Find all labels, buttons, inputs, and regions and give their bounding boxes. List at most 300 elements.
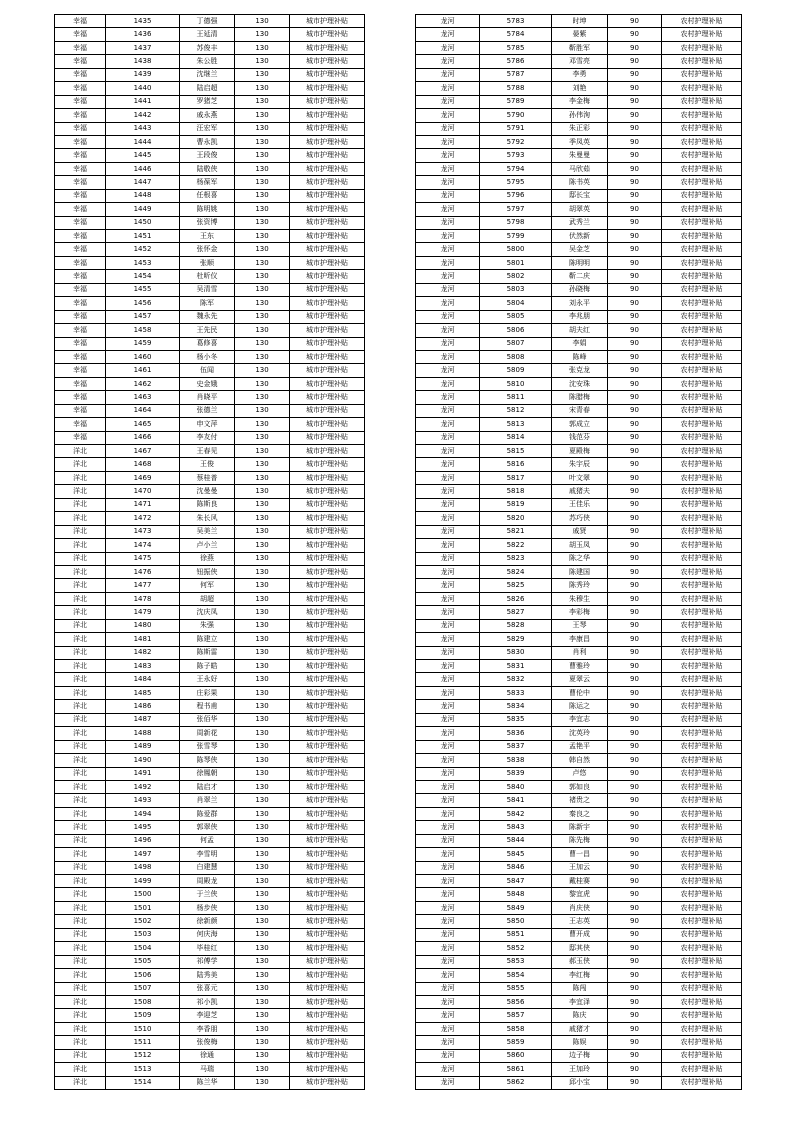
- village-cell: 洋北: [55, 1036, 106, 1049]
- table-row: [55, 955, 365, 968]
- village-cell: 龙河: [416, 283, 480, 296]
- village-cell: 龙河: [416, 485, 480, 498]
- serial-number-cell: 1512: [106, 1049, 180, 1062]
- table-row: [55, 297, 365, 310]
- subsidy-type-cell: 农村护理补贴: [662, 713, 742, 726]
- name-cell: 时坤: [552, 15, 608, 28]
- name-cell: 杨小冬: [180, 350, 235, 363]
- name-cell: 钮振侠: [180, 565, 235, 578]
- amount-cell: 90: [608, 525, 662, 538]
- subsidy-type-cell: 农村护理补贴: [662, 431, 742, 444]
- amount-cell: 130: [235, 633, 290, 646]
- serial-number-cell: 1499: [106, 875, 180, 888]
- village-cell: 龙河: [416, 969, 480, 982]
- subsidy-type-cell: 农村护理补贴: [662, 861, 742, 874]
- amount-cell: 90: [608, 364, 662, 377]
- table-row: [55, 928, 365, 941]
- name-cell: 陈腊梅: [552, 391, 608, 404]
- table-row: [416, 901, 742, 914]
- amount-cell: 90: [608, 350, 662, 363]
- table-row: [416, 821, 742, 834]
- amount-cell: 90: [608, 283, 662, 296]
- subsidy-type-cell: 农村护理补贴: [662, 377, 742, 390]
- right-table-body: [416, 15, 742, 1090]
- name-cell: 杜昕仪: [180, 270, 235, 283]
- subsidy-type-cell: 农村护理补贴: [662, 673, 742, 686]
- amount-cell: 90: [608, 861, 662, 874]
- name-cell: 苏俊丰: [180, 41, 235, 54]
- subsidy-type-cell: 农村护理补贴: [662, 230, 742, 243]
- subsidy-type-cell: 城市护理补贴: [290, 297, 365, 310]
- subsidy-type-cell: 农村护理补贴: [662, 55, 742, 68]
- village-cell: 洋北: [55, 606, 106, 619]
- amount-cell: 130: [235, 350, 290, 363]
- village-cell: 龙河: [416, 807, 480, 820]
- amount-cell: 130: [235, 579, 290, 592]
- subsidy-type-cell: 农村护理补贴: [662, 579, 742, 592]
- village-cell: 幸福: [55, 95, 106, 108]
- village-cell: 龙河: [416, 727, 480, 740]
- serial-number-cell: 5799: [480, 230, 552, 243]
- table-row: [55, 310, 365, 323]
- name-cell: 韩自然: [552, 754, 608, 767]
- subsidy-type-cell: 城市护理补贴: [290, 431, 365, 444]
- amount-cell: 130: [235, 297, 290, 310]
- subsidy-type-cell: 城市护理补贴: [290, 243, 365, 256]
- serial-number-cell: 5810: [480, 377, 552, 390]
- name-cell: 罗猪芝: [180, 95, 235, 108]
- amount-cell: 130: [235, 445, 290, 458]
- table-row: [55, 216, 365, 229]
- table-row: [55, 391, 365, 404]
- table-row: [55, 377, 365, 390]
- table-row: [416, 149, 742, 162]
- village-cell: 龙河: [416, 606, 480, 619]
- name-cell: 陈子皓: [180, 660, 235, 673]
- amount-cell: 130: [235, 713, 290, 726]
- village-cell: 幸福: [55, 162, 106, 175]
- table-row: [55, 162, 365, 175]
- name-cell: 宋青春: [552, 404, 608, 417]
- subsidy-type-cell: 农村护理补贴: [662, 807, 742, 820]
- amount-cell: 130: [235, 861, 290, 874]
- amount-cell: 90: [608, 28, 662, 41]
- subsidy-type-cell: 农村护理补贴: [662, 794, 742, 807]
- amount-cell: 90: [608, 848, 662, 861]
- amount-cell: 90: [608, 606, 662, 619]
- village-cell: 龙河: [416, 875, 480, 888]
- table-row: [416, 834, 742, 847]
- serial-number-cell: 1470: [106, 485, 180, 498]
- subsidy-type-cell: 农村护理补贴: [662, 350, 742, 363]
- name-cell: 陈庆: [552, 1009, 608, 1022]
- serial-number-cell: 1459: [106, 337, 180, 350]
- table-row: [55, 1022, 365, 1035]
- serial-number-cell: 5853: [480, 955, 552, 968]
- village-cell: 幸福: [55, 431, 106, 444]
- amount-cell: 90: [608, 834, 662, 847]
- serial-number-cell: 1455: [106, 283, 180, 296]
- serial-number-cell: 5802: [480, 270, 552, 283]
- name-cell: 胡夫红: [552, 324, 608, 337]
- village-cell: 幸福: [55, 377, 106, 390]
- village-cell: 龙河: [416, 431, 480, 444]
- village-cell: 龙河: [416, 579, 480, 592]
- village-cell: 幸福: [55, 310, 106, 323]
- village-cell: 龙河: [416, 55, 480, 68]
- serial-number-cell: 5845: [480, 848, 552, 861]
- name-cell: 张克龙: [552, 364, 608, 377]
- table-row: [55, 498, 365, 511]
- serial-number-cell: 1484: [106, 673, 180, 686]
- subsidy-type-cell: 农村护理补贴: [662, 270, 742, 283]
- table-row: [416, 458, 742, 471]
- table-row: [416, 230, 742, 243]
- name-cell: 陈运之: [552, 700, 608, 713]
- subsidy-type-cell: 城市护理补贴: [290, 995, 365, 1008]
- serial-number-cell: 5789: [480, 95, 552, 108]
- name-cell: 白建慧: [180, 861, 235, 874]
- village-cell: 龙河: [416, 565, 480, 578]
- serial-number-cell: 5824: [480, 565, 552, 578]
- village-cell: 幸福: [55, 283, 106, 296]
- amount-cell: 130: [235, 162, 290, 175]
- name-cell: 褚贵之: [552, 794, 608, 807]
- village-cell: 龙河: [416, 391, 480, 404]
- table-row: [55, 203, 365, 216]
- table-row: [416, 203, 742, 216]
- table-row: [416, 135, 742, 148]
- name-cell: 苏巧侠: [552, 512, 608, 525]
- subsidy-type-cell: 农村护理补贴: [662, 821, 742, 834]
- village-cell: 龙河: [416, 149, 480, 162]
- table-row: [416, 337, 742, 350]
- subsidy-type-cell: 城市护理补贴: [290, 525, 365, 538]
- serial-number-cell: 5792: [480, 135, 552, 148]
- name-cell: 陈新宇: [552, 821, 608, 834]
- subsidy-type-cell: 城市护理补贴: [290, 310, 365, 323]
- serial-number-cell: 1501: [106, 901, 180, 914]
- amount-cell: 90: [608, 928, 662, 941]
- table-row: [416, 888, 742, 901]
- amount-cell: 130: [235, 525, 290, 538]
- amount-cell: 90: [608, 646, 662, 659]
- subsidy-type-cell: 城市护理补贴: [290, 95, 365, 108]
- village-cell: 幸福: [55, 350, 106, 363]
- serial-number-cell: 5807: [480, 337, 552, 350]
- table-row: [416, 1009, 742, 1022]
- name-cell: 吴金芝: [552, 243, 608, 256]
- serial-number-cell: 5837: [480, 740, 552, 753]
- serial-number-cell: 5800: [480, 243, 552, 256]
- name-cell: 何孟: [180, 834, 235, 847]
- amount-cell: 90: [608, 807, 662, 820]
- subsidy-type-cell: 农村护理补贴: [662, 780, 742, 793]
- serial-number-cell: 5835: [480, 713, 552, 726]
- table-row: [416, 243, 742, 256]
- serial-number-cell: 1492: [106, 780, 180, 793]
- serial-number-cell: 1439: [106, 68, 180, 81]
- amount-cell: 130: [235, 606, 290, 619]
- subsidy-type-cell: 城市护理补贴: [290, 216, 365, 229]
- serial-number-cell: 1500: [106, 888, 180, 901]
- table-row: [416, 418, 742, 431]
- subsidy-type-cell: 农村护理补贴: [662, 1009, 742, 1022]
- table-row: [416, 95, 742, 108]
- serial-number-cell: 1436: [106, 28, 180, 41]
- village-cell: 洋北: [55, 485, 106, 498]
- serial-number-cell: 5841: [480, 794, 552, 807]
- village-cell: 洋北: [55, 1076, 106, 1089]
- village-cell: 龙河: [416, 324, 480, 337]
- subsidy-type-cell: 农村护理补贴: [662, 189, 742, 202]
- amount-cell: 90: [608, 619, 662, 632]
- subsidy-type-cell: 城市护理补贴: [290, 324, 365, 337]
- subsidy-type-cell: 城市护理补贴: [290, 1063, 365, 1076]
- serial-number-cell: 1503: [106, 928, 180, 941]
- village-cell: 龙河: [416, 512, 480, 525]
- name-cell: 黎宜虎: [552, 888, 608, 901]
- amount-cell: 130: [235, 552, 290, 565]
- amount-cell: 130: [235, 1036, 290, 1049]
- table-row: [55, 942, 365, 955]
- name-cell: 陈斯雷: [180, 646, 235, 659]
- serial-number-cell: 5811: [480, 391, 552, 404]
- village-cell: 洋北: [55, 955, 106, 968]
- name-cell: 李宜泽: [552, 995, 608, 1008]
- amount-cell: 90: [608, 310, 662, 323]
- amount-cell: 130: [235, 1022, 290, 1035]
- table-row: [55, 713, 365, 726]
- table-row: [416, 404, 742, 417]
- serial-number-cell: 1495: [106, 821, 180, 834]
- serial-number-cell: 5823: [480, 552, 552, 565]
- serial-number-cell: 5838: [480, 754, 552, 767]
- table-row: [416, 767, 742, 780]
- table-row: [416, 928, 742, 941]
- serial-number-cell: 5791: [480, 122, 552, 135]
- subsidy-type-cell: 城市护理补贴: [290, 122, 365, 135]
- subsidy-type-cell: 城市护理补贴: [290, 485, 365, 498]
- village-cell: 龙河: [416, 700, 480, 713]
- subsidy-type-cell: 城市护理补贴: [290, 888, 365, 901]
- table-row: [416, 969, 742, 982]
- amount-cell: 130: [235, 1076, 290, 1089]
- subsidy-type-cell: 城市护理补贴: [290, 189, 365, 202]
- village-cell: 洋北: [55, 686, 106, 699]
- name-cell: 曹伦中: [552, 686, 608, 699]
- amount-cell: 90: [608, 1076, 662, 1089]
- table-row: [55, 82, 365, 95]
- serial-number-cell: 5795: [480, 176, 552, 189]
- table-row: [55, 982, 365, 995]
- village-cell: 洋北: [55, 740, 106, 753]
- subsidy-type-cell: 城市护理补贴: [290, 539, 365, 552]
- name-cell: 李友付: [180, 431, 235, 444]
- village-cell: 幸福: [55, 176, 106, 189]
- table-row: [416, 794, 742, 807]
- table-row: [55, 700, 365, 713]
- serial-number-cell: 1453: [106, 256, 180, 269]
- table-row: [416, 539, 742, 552]
- serial-number-cell: 5814: [480, 431, 552, 444]
- serial-number-cell: 1472: [106, 512, 180, 525]
- amount-cell: 90: [608, 122, 662, 135]
- table-row: [416, 270, 742, 283]
- subsidy-type-cell: 农村护理补贴: [662, 592, 742, 605]
- serial-number-cell: 1442: [106, 109, 180, 122]
- village-cell: 洋北: [55, 901, 106, 914]
- name-cell: 葛修喜: [180, 337, 235, 350]
- village-cell: 龙河: [416, 498, 480, 511]
- subsidy-type-cell: 农村护理补贴: [662, 297, 742, 310]
- serial-number-cell: 5817: [480, 471, 552, 484]
- serial-number-cell: 1451: [106, 230, 180, 243]
- table-row: [55, 888, 365, 901]
- amount-cell: 130: [235, 203, 290, 216]
- subsidy-type-cell: 农村护理补贴: [662, 942, 742, 955]
- subsidy-type-cell: 城市护理补贴: [290, 740, 365, 753]
- subsidy-type-cell: 城市护理补贴: [290, 270, 365, 283]
- village-cell: 洋北: [55, 969, 106, 982]
- amount-cell: 90: [608, 243, 662, 256]
- amount-cell: 130: [235, 28, 290, 41]
- table-row: [416, 727, 742, 740]
- subsidy-type-cell: 农村护理补贴: [662, 162, 742, 175]
- village-cell: 龙河: [416, 82, 480, 95]
- table-row: [55, 901, 365, 914]
- name-cell: 邸长宝: [552, 189, 608, 202]
- village-cell: 龙河: [416, 592, 480, 605]
- name-cell: 王琴: [552, 619, 608, 632]
- amount-cell: 130: [235, 176, 290, 189]
- serial-number-cell: 1480: [106, 619, 180, 632]
- village-cell: 龙河: [416, 861, 480, 874]
- amount-cell: 130: [235, 324, 290, 337]
- serial-number-cell: 1502: [106, 915, 180, 928]
- amount-cell: 90: [608, 686, 662, 699]
- serial-number-cell: 1448: [106, 189, 180, 202]
- village-cell: 龙河: [416, 350, 480, 363]
- subsidy-type-cell: 农村护理补贴: [662, 41, 742, 54]
- village-cell: 幸福: [55, 82, 106, 95]
- village-cell: 龙河: [416, 901, 480, 914]
- table-row: [55, 418, 365, 431]
- serial-number-cell: 5812: [480, 404, 552, 417]
- name-cell: 杨步侠: [180, 901, 235, 914]
- table-row: [416, 41, 742, 54]
- subsidy-type-cell: 城市护理补贴: [290, 15, 365, 28]
- table-row: [55, 606, 365, 619]
- table-row: [416, 350, 742, 363]
- village-cell: 龙河: [416, 41, 480, 54]
- name-cell: 李勇: [552, 68, 608, 81]
- amount-cell: 90: [608, 780, 662, 793]
- amount-cell: 90: [608, 552, 662, 565]
- table-row: [416, 498, 742, 511]
- serial-number-cell: 1469: [106, 471, 180, 484]
- name-cell: 李迎芝: [180, 1009, 235, 1022]
- serial-number-cell: 1511: [106, 1036, 180, 1049]
- table-row: [55, 875, 365, 888]
- serial-number-cell: 1445: [106, 149, 180, 162]
- serial-number-cell: 5796: [480, 189, 552, 202]
- subsidy-type-cell: 城市护理补贴: [290, 982, 365, 995]
- table-row: [416, 633, 742, 646]
- subsidy-type-cell: 农村护理补贴: [662, 203, 742, 216]
- serial-number-cell: 1481: [106, 633, 180, 646]
- amount-cell: 130: [235, 270, 290, 283]
- name-cell: 王俊: [180, 458, 235, 471]
- name-cell: 胡翠英: [552, 203, 608, 216]
- amount-cell: 130: [235, 82, 290, 95]
- serial-number-cell: 5803: [480, 283, 552, 296]
- name-cell: 张资博: [180, 216, 235, 229]
- subsidy-type-cell: 农村护理补贴: [662, 498, 742, 511]
- subsidy-type-cell: 农村护理补贴: [662, 969, 742, 982]
- amount-cell: 90: [608, 68, 662, 81]
- subsidy-type-cell: 农村护理补贴: [662, 525, 742, 538]
- table-row: [55, 995, 365, 1008]
- subsidy-type-cell: 农村护理补贴: [662, 1022, 742, 1035]
- amount-cell: 130: [235, 539, 290, 552]
- serial-number-cell: 5813: [480, 418, 552, 431]
- table-row: [55, 619, 365, 632]
- subsidy-type-cell: 农村护理补贴: [662, 700, 742, 713]
- table-row: [55, 149, 365, 162]
- amount-cell: 130: [235, 256, 290, 269]
- amount-cell: 130: [235, 888, 290, 901]
- amount-cell: 90: [608, 982, 662, 995]
- name-cell: 李兆朋: [552, 310, 608, 323]
- subsidy-type-cell: 城市护理补贴: [290, 955, 365, 968]
- village-cell: 幸福: [55, 149, 106, 162]
- serial-number-cell: 5839: [480, 767, 552, 780]
- table-row: [55, 834, 365, 847]
- name-cell: 沈英玲: [552, 727, 608, 740]
- amount-cell: 130: [235, 834, 290, 847]
- name-cell: 李香朋: [180, 1022, 235, 1035]
- table-row: [416, 512, 742, 525]
- serial-number-cell: 5840: [480, 780, 552, 793]
- amount-cell: 130: [235, 135, 290, 148]
- amount-cell: 90: [608, 256, 662, 269]
- subsidy-type-cell: 农村护理补贴: [662, 995, 742, 1008]
- village-cell: 龙河: [416, 377, 480, 390]
- amount-cell: 130: [235, 928, 290, 941]
- name-cell: 张佰华: [180, 713, 235, 726]
- subsidy-type-cell: 城市护理补贴: [290, 875, 365, 888]
- name-cell: 李康昌: [552, 633, 608, 646]
- table-row: [55, 337, 365, 350]
- serial-number-cell: 1509: [106, 1009, 180, 1022]
- subsidy-type-cell: 城市护理补贴: [290, 552, 365, 565]
- amount-cell: 90: [608, 377, 662, 390]
- name-cell: 陈书英: [552, 176, 608, 189]
- name-cell: 王志英: [552, 915, 608, 928]
- name-cell: 祁小凯: [180, 995, 235, 1008]
- serial-number-cell: 1478: [106, 592, 180, 605]
- village-cell: 洋北: [55, 928, 106, 941]
- village-cell: 洋北: [55, 660, 106, 673]
- table-row: [416, 364, 742, 377]
- name-cell: 王佳乐: [552, 498, 608, 511]
- name-cell: 陈军: [180, 297, 235, 310]
- subsidy-type-cell: 农村护理补贴: [662, 727, 742, 740]
- subsidy-type-cell: 城市护理补贴: [290, 928, 365, 941]
- table-row: [416, 995, 742, 1008]
- village-cell: 幸福: [55, 55, 106, 68]
